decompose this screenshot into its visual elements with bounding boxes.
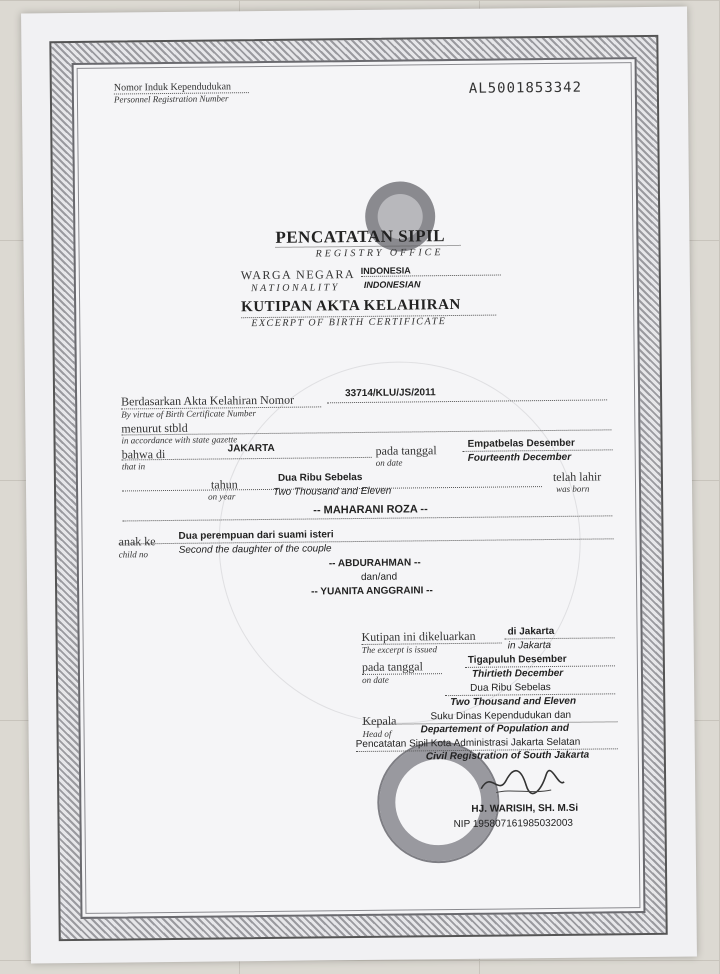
office-line-2-en: Civil Registration of South Jakarta xyxy=(425,749,590,763)
official-nip: NIP 195807161985032003 xyxy=(453,817,573,831)
cert-number-label: Berdasarkan Akta Kelahiran Nomor xyxy=(121,392,295,409)
issued-place: di Jakarta xyxy=(507,625,555,638)
office-line-2: Pencatatan Sipil Kota Administrasi Jakarta Selatan xyxy=(355,736,581,751)
child-order-label-en: child no xyxy=(118,549,149,560)
document-title-en: EXCERPT OF BIRTH CERTIFICATE xyxy=(251,316,447,330)
child-name: -- MAHARANI ROZA -- xyxy=(313,503,428,517)
guilloche-border xyxy=(49,35,667,941)
office-title-en: REGISTRY OFFICE xyxy=(315,247,444,260)
issued-place-en: in Jakarta xyxy=(507,639,552,652)
child-order-value-en: Second the daughter of the couple xyxy=(178,543,332,556)
year-value-en: Two Thousand and Eleven xyxy=(273,485,392,498)
nationality-label-en: NATIONALITY xyxy=(250,282,340,295)
office-title: PENCATATAN SIPIL xyxy=(275,226,446,247)
document-title: KUTIPAN AKTA KELAHIRAN xyxy=(241,296,461,316)
office-line-1-en: Departement of Population and xyxy=(420,722,569,736)
birth-date-label-en: on date xyxy=(375,457,403,468)
issue-date-value-en: Thirtieth December xyxy=(471,667,564,680)
stbld-label: menurut stbld xyxy=(121,420,188,436)
year-label: tahun xyxy=(210,477,238,492)
birth-date-label: pada tanggal xyxy=(375,443,437,458)
stbld-label-en: in accordance with state gazette xyxy=(121,434,238,446)
issue-year-value-en: Two Thousand and Eleven xyxy=(450,695,577,709)
issue-date-label-en: on date xyxy=(361,674,389,685)
reg-label-en: Personnel Registration Number xyxy=(113,93,229,105)
issue-date-value: Tigapuluh Desember xyxy=(467,653,567,666)
official-name: HJ. WARISIH, SH. M.Si xyxy=(471,802,579,815)
office-line-1: Suku Dinas Kependudukan dan xyxy=(430,709,572,723)
cert-number-label-en: By virtue of Birth Certificate Number xyxy=(121,408,257,420)
reg-label: Nomor Induk Kependudukan xyxy=(113,81,232,94)
signature-icon xyxy=(476,760,566,801)
year-label-en: on year xyxy=(208,491,236,502)
serial-number: AL5001853342 xyxy=(468,79,583,97)
child-order-value: Dua perempuan dari suami isteri xyxy=(178,529,334,542)
born-label-en: was born xyxy=(555,483,590,494)
cert-number-value: 33714/KLU/JS/2011 xyxy=(344,387,436,400)
nationality-value: INDONESIA xyxy=(360,265,411,276)
birth-date-value: Empatbelas Desember xyxy=(467,437,575,450)
place-label: bahwa di xyxy=(121,447,166,462)
mother-name: -- YUANITA ANGGRAINI -- xyxy=(311,585,433,598)
year-value: Dua Ribu Sebelas xyxy=(277,471,363,484)
conjunction: dan/and xyxy=(360,571,398,583)
issue-date-label: pada tanggal xyxy=(361,659,423,674)
certificate-body xyxy=(72,57,646,919)
place-value: JAKARTA xyxy=(227,442,275,455)
born-label: telah lahir xyxy=(552,469,602,484)
issued-label-en: The excerpt is issued xyxy=(361,644,438,655)
child-order-label: anak ke xyxy=(118,534,156,549)
head-label-en: Head of xyxy=(362,728,392,739)
birth-date-value-en: Fourteenth December xyxy=(467,451,572,464)
place-label-en: that in xyxy=(121,461,146,472)
nationality-label: WARGA NEGARA xyxy=(240,267,356,283)
issue-year-value: Dua Ribu Sebelas xyxy=(470,682,551,694)
head-label: Kepala xyxy=(362,713,397,728)
issued-label: Kutipan ini dikeluarkan xyxy=(361,628,476,644)
father-name: -- ABDURAHMAN -- xyxy=(328,557,421,570)
nationality-value-en: INDONESIAN xyxy=(363,279,421,290)
birth-certificate-sheet xyxy=(21,7,697,964)
